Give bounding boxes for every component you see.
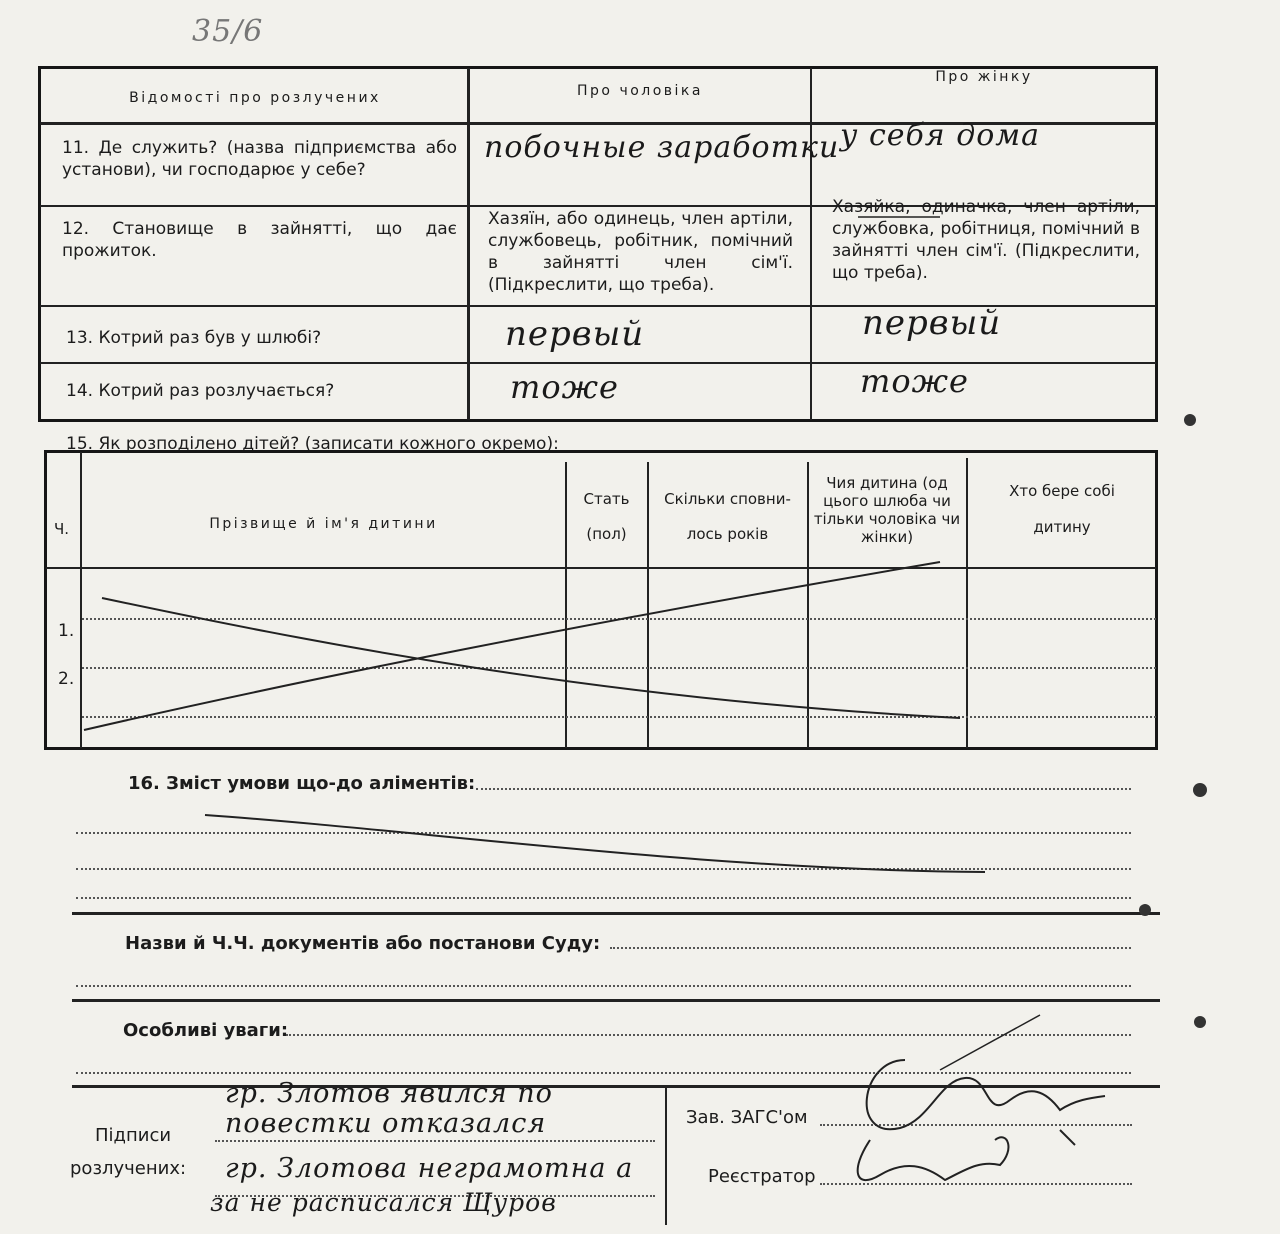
divorcee-signature-line-4: за не расписался Щуров <box>210 1188 557 1217</box>
col-age-2: лось років <box>686 525 769 543</box>
signatures-label-1: Підписи <box>95 1125 172 1146</box>
alimony-label: 16. Зміст умови що-до аліментів: <box>128 773 476 794</box>
children-title: 15. Як розподілено дітей? (записати кожного окремо): <box>66 434 559 454</box>
col-number: Ч. <box>54 520 70 538</box>
header-info: Відомості про розлучених <box>129 90 381 106</box>
divorcee-signature-line-2: повестки отказался <box>225 1108 547 1139</box>
notes-strike-stroke <box>940 1015 1040 1070</box>
q12-husband-options: Хазяїн, або одинець, член артіли, службовець, робітник, помічний в зайнятті член сім'ї. (Підкреслити, що треба). <box>488 209 793 295</box>
registrar-signature <box>858 1137 1009 1180</box>
q14-wife: тоже <box>860 362 969 400</box>
q11-wife: у себя дома <box>840 118 1041 153</box>
q14-label: 14. Котрий раз розлучається? <box>66 381 335 401</box>
cross-out-stroke-2 <box>84 562 940 730</box>
child-row-2: 2. <box>58 669 75 689</box>
cross-out-stroke-1 <box>102 598 960 718</box>
divorcee-signature-line-3: гр. Злотова неграмотна а <box>225 1153 634 1184</box>
q14-husband: тоже <box>510 368 619 406</box>
col-takes-2: дитину <box>1033 518 1091 536</box>
child-row-1: 1. <box>58 621 75 641</box>
q12-wife-options: Хазяйка, одиначка, член артіли, службовка, робітниця, помічний в зайнятті член сім'ї. (Підкреслити, що треба). <box>832 197 1140 283</box>
head-signature <box>867 1060 1105 1145</box>
col-whose-child: Чия дитина (од цього шлюба чи тільки чоловіка чи жінки) <box>813 474 961 546</box>
col-sex-1: Стать <box>583 490 630 508</box>
q11-husband: побочные заработки <box>484 130 840 165</box>
col-age-1: Скільки сповни- <box>664 490 791 508</box>
documents-label: Назви й Ч.Ч. документів або постанови Суду: <box>125 933 601 954</box>
q13-wife: первый <box>862 303 1002 343</box>
divorcee-signature-line-1: гр. Злотов явился по <box>225 1078 553 1109</box>
col-takes-1: Хто бере собі <box>1009 482 1115 500</box>
registrar-label: Реєстратор <box>708 1166 816 1187</box>
q12-label: 12. Становище в зайнятті, що дає прожиток. <box>62 219 457 261</box>
edge-mark <box>1193 783 1207 797</box>
alimony-strike-stroke <box>205 815 985 872</box>
q13-husband: первый <box>505 314 645 354</box>
header-husband: Про чоловіка <box>577 83 703 99</box>
edge-mark <box>1184 414 1196 426</box>
edge-mark <box>1139 904 1151 916</box>
q11-label: 11. Де служить? (назва підприємства або установи), чи господарює у себе? <box>62 138 457 180</box>
notes-label: Особливі уваги: <box>123 1020 289 1041</box>
head-of-office-label: Зав. ЗАГС'ом <box>686 1107 808 1128</box>
col-sex-2: (пол) <box>586 525 627 543</box>
signatures-label-2: розлучених: <box>70 1158 187 1179</box>
col-child-name: Прізвище й ім'я дитини <box>209 516 438 532</box>
corner-note: 35/6 <box>192 14 264 49</box>
q13-label: 13. Котрий раз був у шлюбі? <box>66 328 322 348</box>
edge-mark <box>1194 1016 1206 1028</box>
header-wife: Про жінку <box>935 69 1033 85</box>
